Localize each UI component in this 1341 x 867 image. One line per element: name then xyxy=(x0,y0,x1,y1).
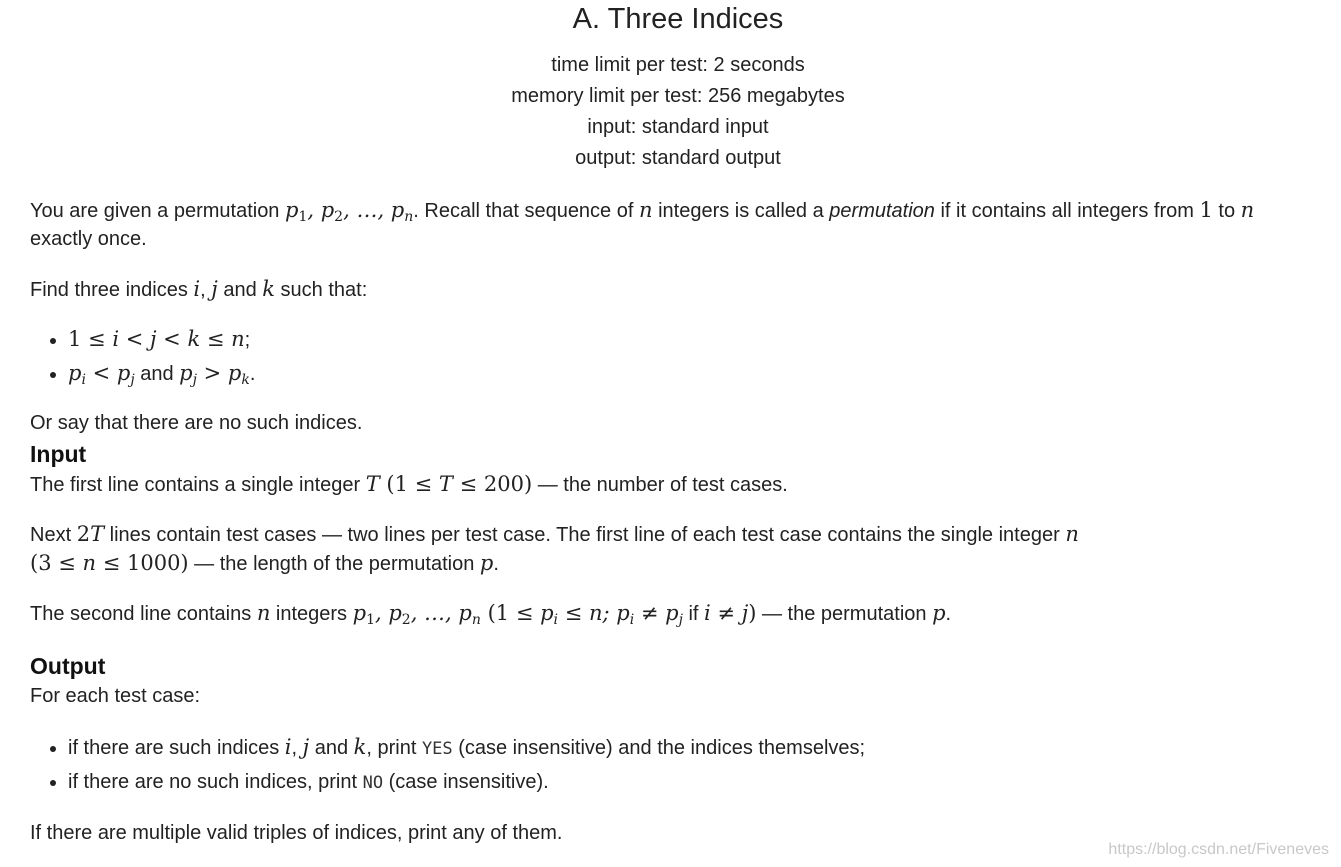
input-line-4: The second line contains n integers $p_1$, $p_2$, …, $p_n$ ($1 \le p_i \le n$; $p_i \ne p_j$ if i ≠ j) — the permutation p. xyxy=(30,601,952,628)
time-limit: time limit per test: 2 seconds xyxy=(551,54,805,76)
problem-title: A. Three Indices xyxy=(572,3,784,35)
output-list xyxy=(30,731,865,800)
output-spec: output: standard output xyxy=(575,147,781,169)
statement-paragraph-1-cont: exactly once. xyxy=(30,228,147,250)
memory-limit: memory limit per test: 256 megabytes xyxy=(511,85,845,107)
output-intro: For each test case: xyxy=(30,685,201,707)
list-item: • 1 ≤ i < j < k ≤ n; xyxy=(68,323,255,357)
input-line-1: The first line contains a single integer T (1 ≤ T ≤ 200) — the number of test cases. xyxy=(30,472,788,496)
output-heading: Output xyxy=(30,653,106,679)
list-item: • if there are no such indices, print NO (case insensitive). xyxy=(68,766,865,800)
input-heading: Input xyxy=(30,441,87,467)
list-item: • $p_i < p_j$ and $p_j > p_k$. xyxy=(68,357,255,391)
problem-limits xyxy=(0,50,1341,174)
conditions-list xyxy=(30,323,255,391)
list-item: • if there are such indices i, j and k, print YES (case insensitive) and the indices themselves; xyxy=(68,731,865,766)
watermark: https://blog.csdn.net/Fiveneves xyxy=(1108,841,1329,858)
yes-code: YES xyxy=(421,739,453,759)
output-last-paragraph: If there are multiple valid triples of indices, print any of them. xyxy=(30,822,563,844)
input-spec: input: standard input xyxy=(587,116,769,138)
math-permutation: $p_1$, $p_2$, …, $p_n$ xyxy=(285,198,414,225)
no-code: NO xyxy=(362,773,384,793)
statement-paragraph-3: Or say that there are no such indices. xyxy=(30,412,363,434)
input-line-3: (3 ≤ n ≤ 1000) — the length of the permutation p. xyxy=(30,551,499,575)
statement-paragraph-1: You are given a permutation $p_1$, $p_2$, …, $p_n$. Recall that sequence of n integers is called a permutation if it contains all integers from 1 to n xyxy=(30,198,1255,225)
statement-paragraph-2: Find three indices i, j and k such that: xyxy=(30,277,368,301)
input-line-2: Next 2T lines contain test cases — two lines per test case. The first line of each test case contains the single integer n xyxy=(30,522,1079,546)
